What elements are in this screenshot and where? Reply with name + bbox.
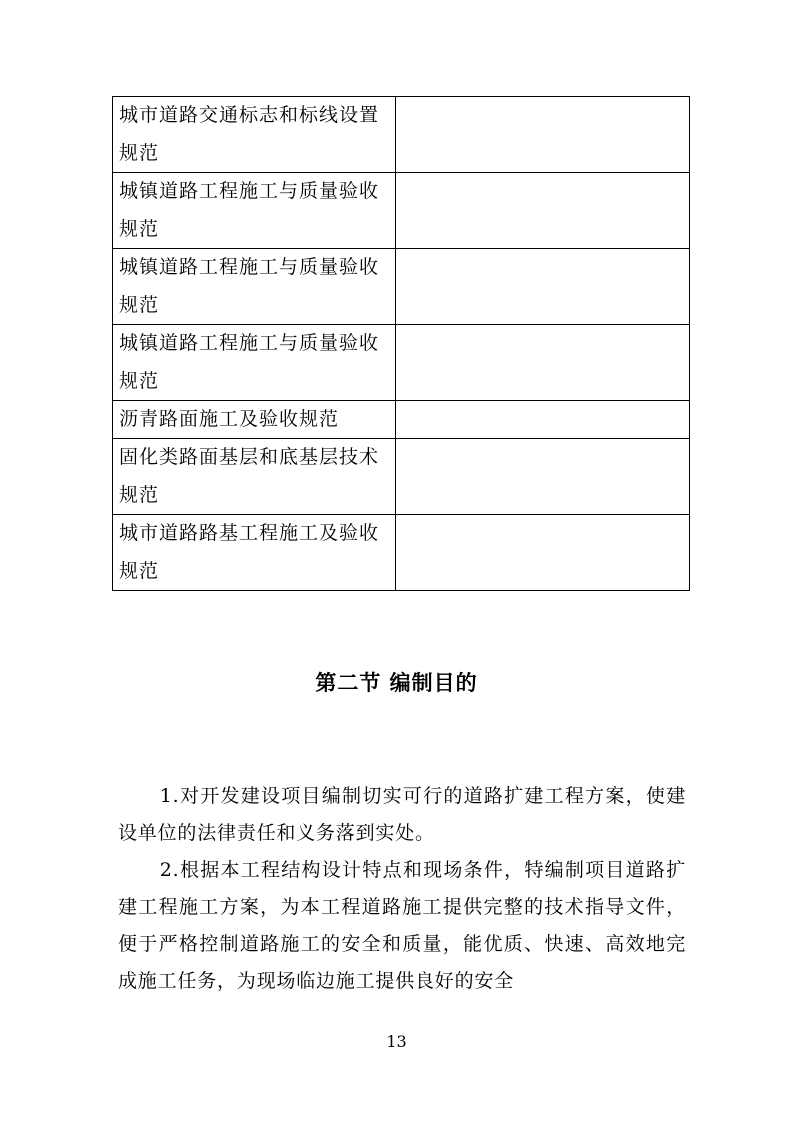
standard-name-cell: 沥青路面施工及验收规范 [113, 401, 396, 439]
standard-value-cell [396, 97, 690, 173]
section-title: 第二节 编制目的 [315, 671, 478, 695]
standards-table [112, 96, 690, 591]
standard-name-cell: 城镇道路工程施工与质量验收规范 [113, 325, 396, 401]
table-row [113, 97, 690, 173]
standard-value-cell [396, 401, 690, 439]
standard-value-cell [396, 249, 690, 325]
standard-value-cell [396, 515, 690, 591]
paragraph: 2.根据本工程结构设计特点和现场条件，特编制项目道路扩建工程施工方案，为本工程道路施工提供完整的技术指导文件，便于严格控制道路施工的安全和质量，能优质、快速、高效地完成施工任务，为现场临边施工提供良好的安全 [118, 859, 686, 992]
standard-value-cell [396, 173, 690, 249]
standard-name-cell: 固化类路面基层和底基层技术规范 [113, 439, 396, 515]
standard-name-cell: 城镇道路工程施工与质量验收规范 [113, 173, 396, 249]
standard-name-cell: 城镇道路工程施工与质量验收规范 [113, 249, 396, 325]
paragraph: 1.对开发建设项目编制切实可行的道路扩建工程方案，使建设单位的法律责任和义务落到实处。 [118, 785, 686, 844]
table-row [113, 401, 690, 439]
standard-value-cell [396, 325, 690, 401]
standard-value-cell [396, 439, 690, 515]
table-row [113, 515, 690, 591]
section-body [118, 778, 686, 1000]
table-row [113, 173, 690, 249]
table-row [113, 249, 690, 325]
standard-name-cell: 城市道路路基工程施工及验收规范 [113, 515, 396, 591]
standard-name-cell: 城市道路交通标志和标线设置规范 [113, 97, 396, 173]
table-row [113, 439, 690, 515]
table-row [113, 325, 690, 401]
page-number: 13 [386, 1032, 407, 1051]
